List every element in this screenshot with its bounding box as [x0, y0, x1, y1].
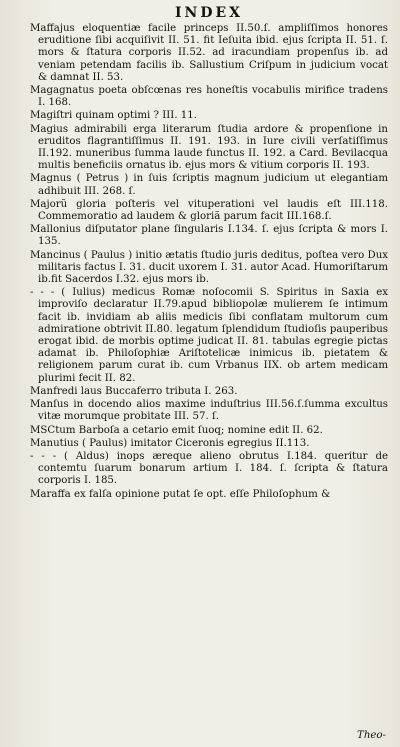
catchword: Theo- — [357, 730, 386, 741]
index-entry-magistri: Magiſtri quinam optimi ? III. 11. — [30, 110, 198, 122]
index-entry-magagnatus: Magagnatus poeta obſcœnas res honeſtis vocabulis mirifice tradens I. 168. — [30, 85, 388, 109]
index-entry-mallonius: Mallonius diſputator plane ſingularis I.134. ſ. ejus ſcripta & mors I. 135. — [30, 224, 388, 248]
index-entry-maraffa: Maraffa ex falſa opinione putat ſe opt. eſſe Philoſophum & — [30, 488, 331, 500]
index-entry-manutius-paulus: Manutius ( Paulus) imitator Ciceronis egregius II.113. — [30, 437, 310, 449]
index-entry-maffajus: Maffajus eloquentiæ facile princeps II.50.ſ. ampliſſimos honores eruditione ſibi acquiſivit II. 51. fit Ieſuita ibid. ejus ſcripta II. 51. ſ. mors & ſtatura corporis II.52. ad iracundiam propenſus ib. ad veniam petendam facilis ib. Sallustium Criſpum in judicium vocat & damnat II. 53. — [30, 23, 388, 83]
index-entry-majorum: Majorũ gloria poſteris vel vituperationi vel laudis eſt III.118. Commemoratio ad laudem & gloriã parum facit III.168.ſ. — [30, 198, 388, 223]
page-title: INDEX — [174, 5, 244, 21]
index-entry-mancinus-paulus: Mancinus ( Paulus ) initio ætatis ſtudio juris deditus, poſtea vero Dux militaris factus I. 31. ducit uxorem I. 31. autor Acad. Humoriſtarum ib.fit Sacerdos I.32. ejus mors ib. — [30, 249, 388, 286]
index-entry-manutius-aldus: - - - ( Aldus) inops æreque alieno obrutus I.184. queritur de contemtu ſuarum bonarum artium I. 184. ſ. ſcripta & ſtatura corporis I. 185. — [30, 450, 388, 487]
index-entry-magius: Magius admirabili erga literarum ſtudia ardore & propenſione in eruditos flagrantiſſimus II. 191. 193. in Iure civili verſatiſſimus II.192. muneribus ſumma laude functus II. 192. a Card. Bevilacqua multis beneficiis ornatus ib. ejus mors & vitium corporis II. 193. — [30, 123, 388, 172]
index-entry-mansus: Manſus in docendo alios maxime induſtrius III.56.ſ.ſumma excultus vitæ morumque probitate III. 57. ſ. — [30, 399, 388, 423]
index-entry-magnus: Magnus ( Petrus ) in ſuis ſcriptis magnum judicium ut elegantiam adhibuit III. 268. ſ. — [30, 173, 388, 197]
index-entry-mancinus-iulius: - - - ( Iulius) medicus Romæ noſocomii S. Spiritus in Saxia ex improviſo declaratur II.79.apud bibliopolæ mulierem ſe intimum facit ib. invidiam ab aliis medicis ſibi conflatam multorum cum admiratione obtrivit II.80. legatum ſplendidum ſtudioſis pauperibus erogat ibid. de morbis optime judicat II. 81. tabulas egregie pictas adamat ib. Philoſophiæ Ariſtotelicæ inimicus ib. pietatem & religionem parum curat ib. cum Vrbanus IIX. ob artem medicam plurimi fecit II. 82. — [30, 287, 388, 384]
index-entry-msctum: MSCtum Barboſa a cetario emit ſuoq; nomine edit II. 62. — [30, 424, 323, 436]
index-entry-manfredi: Manfredi laus Buccaferro tributa I. 263. — [30, 385, 238, 397]
